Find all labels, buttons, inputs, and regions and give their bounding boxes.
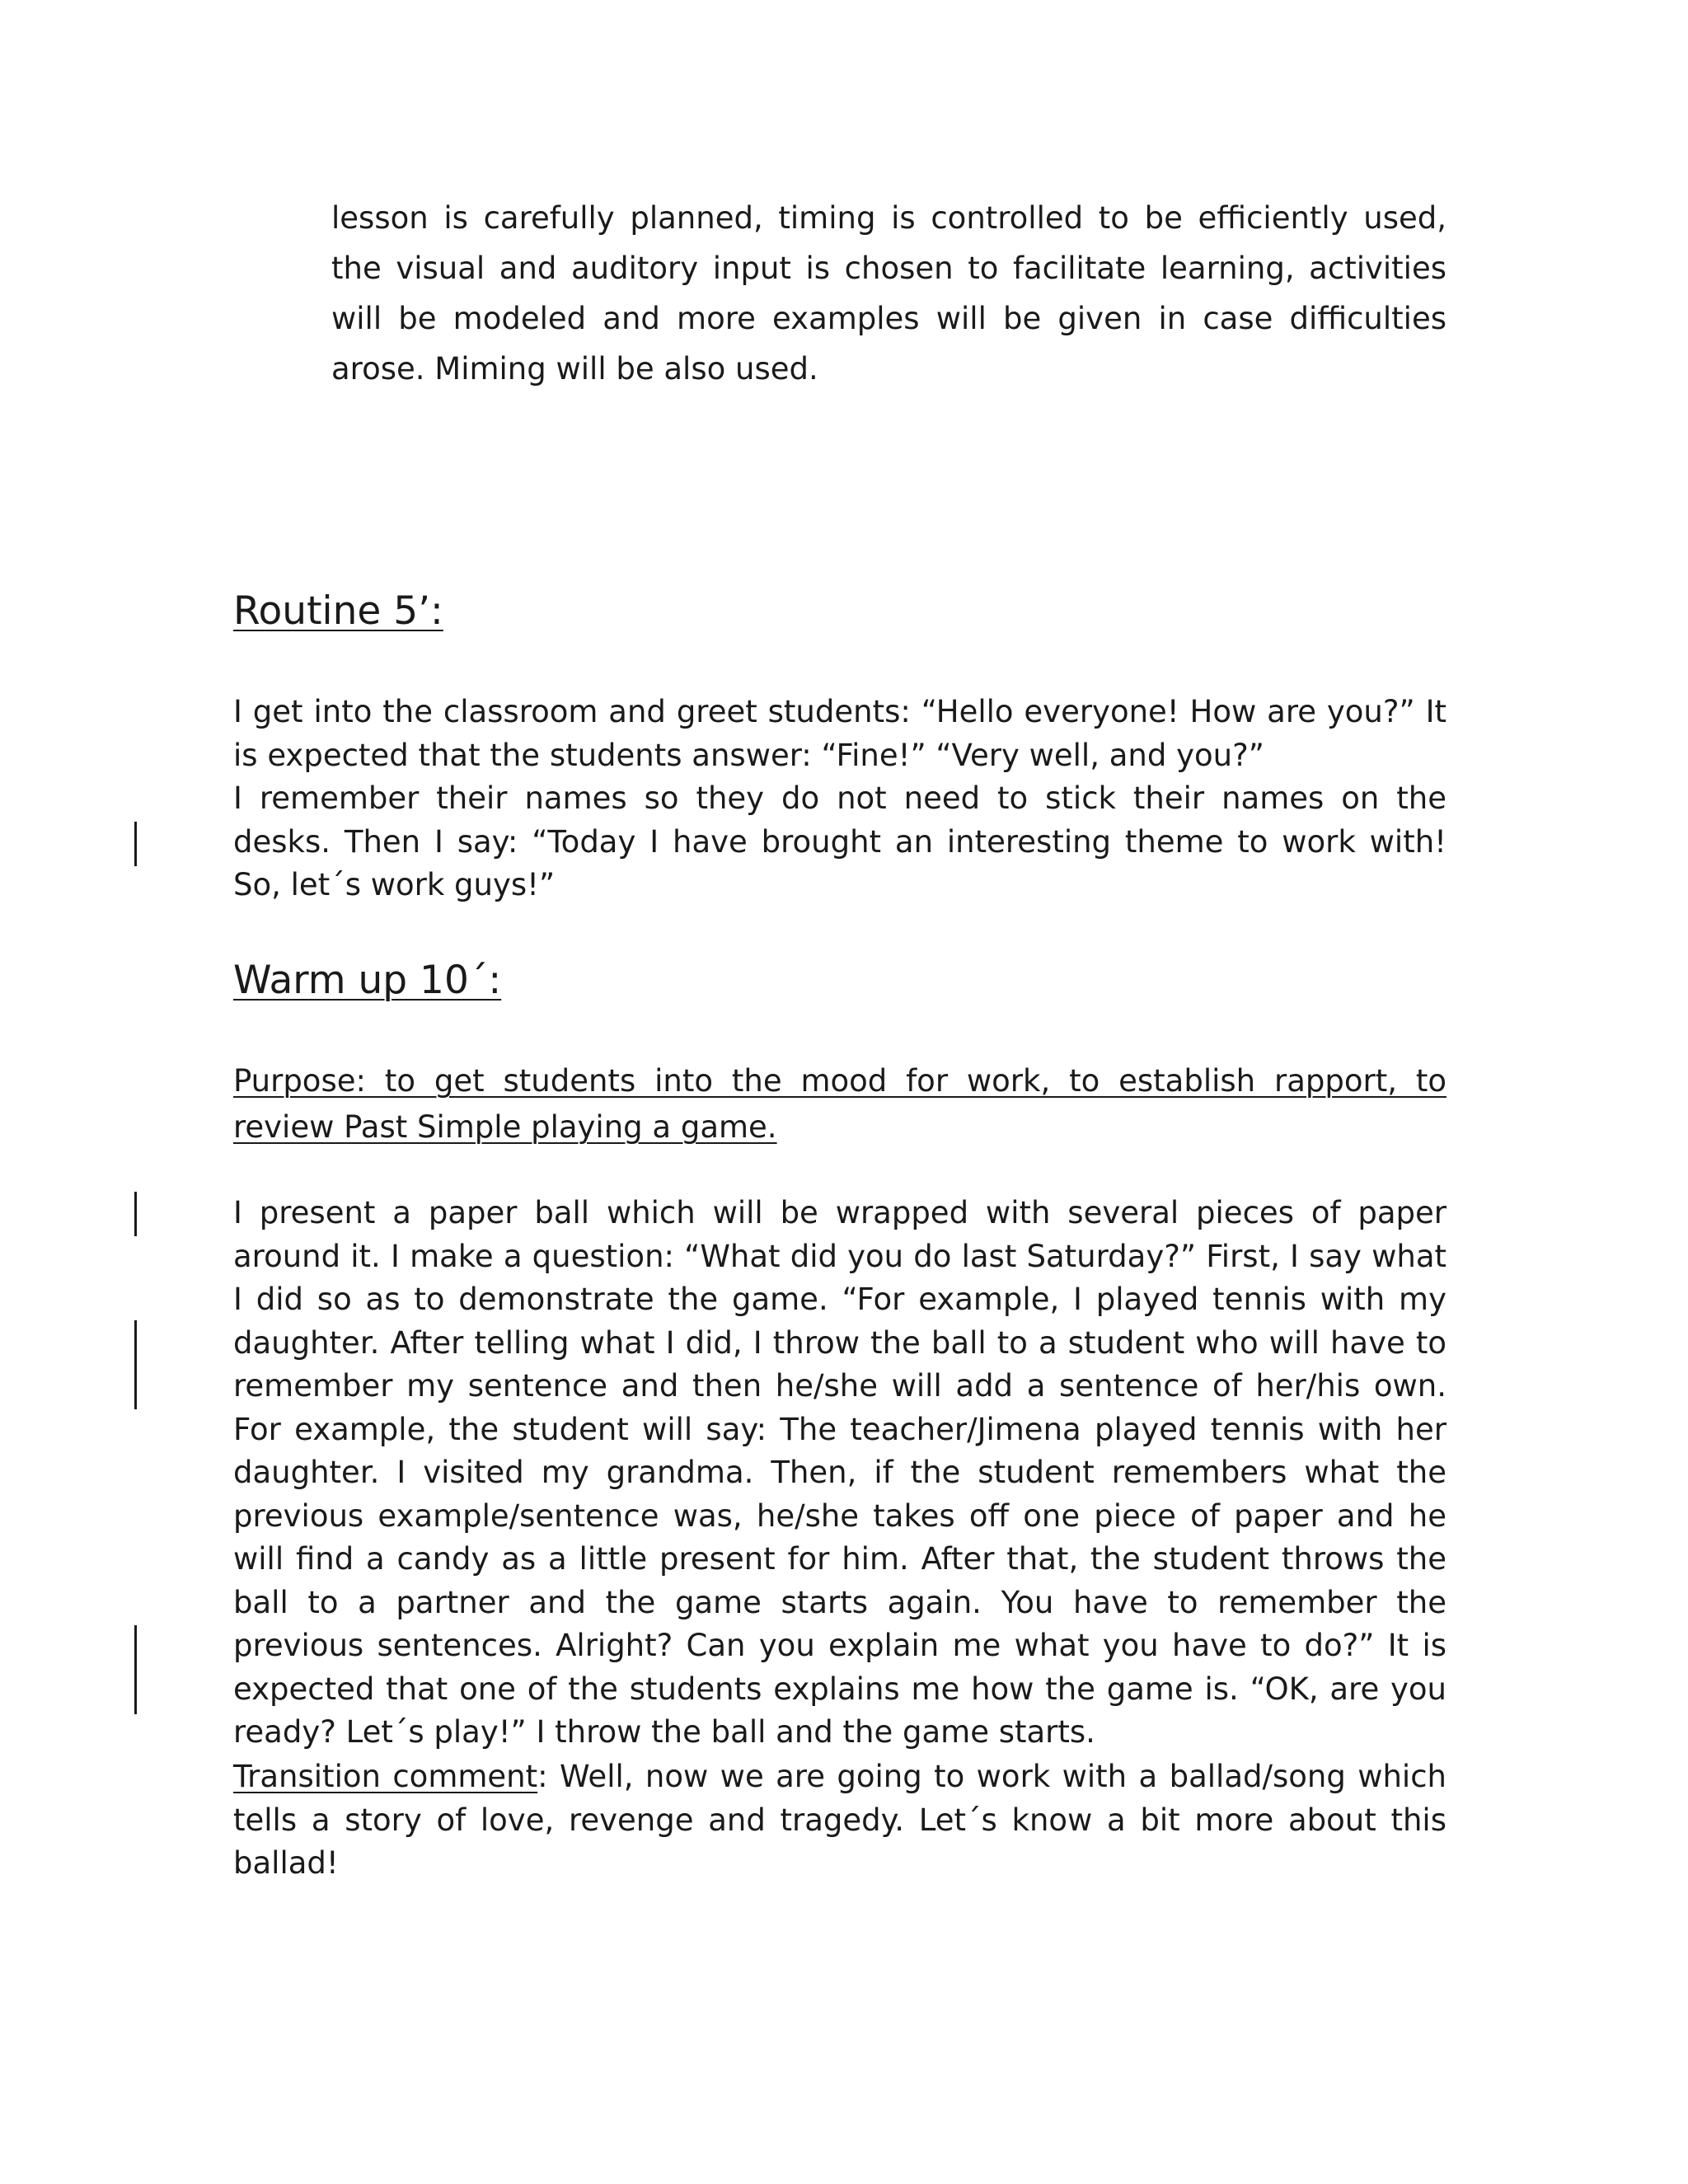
warmup-purpose: Purpose: to get students into the mood for work, to establish rapport, to review Past Simple playing a game.: [233, 1063, 1447, 1145]
routine-paragraph-1: I get into the classroom and greet students: “Hello everyone! How are you?” It is expected that the students answer: “Fine!” “Very well, and you?”: [233, 694, 1447, 773]
routine-paragraph-2: I remember their names so they do not need to stick their names on the desks. Then I say: “Today I have brought an interesting theme to work with! So, let´s work guys!”: [233, 780, 1447, 902]
change-bar: [134, 1192, 137, 1236]
change-bar: [134, 1625, 137, 1714]
routine-section: [233, 691, 1447, 907]
routine-heading: Routine 5’:: [233, 588, 443, 634]
change-bar: [134, 1320, 137, 1409]
intro-paragraph: lesson is carefully planned, timing is controlled to be efficiently used, the visual and auditory input is chosen to facilitate learning, activities will be modeled and more examples will be given in case difficulties arose. Miming will be also used.: [331, 200, 1447, 387]
warmup-body: I present a paper ball which will be wrapped with several pieces of paper around it. I make a question: “What did you do last Saturday?” First, I say what I did so as to demonstrate the game. “For example, I played tennis with my daughter. After telling what I did, I throw the ball to a student who will have to remember my sentence and then he/she will add a sentence of her/his own. For example, the student will say: The teacher/Jimena played tennis with her daughter. I visited my grandma. Then, if the student remembers what the previous example/sentence was, he/she takes off one piece of paper and he will find a candy as a little present for him. After that, the student throws the ball to a partner and the game starts again. You have to remember the previous sentences. Alright? Can you explain me what you have to do?” It is expected that one of the students explains me how the game is. “OK, are you ready? Let´s play!” I throw the ball and the game starts.: [233, 1195, 1447, 1750]
warmup-heading: Warm up 10´:: [233, 958, 502, 1003]
transition-label: Transition comment: [233, 1759, 538, 1794]
transition-text: : Well, now we are going to work with a ballad/song which tells a story of love, revenge and tragedy. Let´s know a bit more about this ballad!: [233, 1759, 1447, 1881]
change-bar: [134, 822, 137, 866]
transition-paragraph: [233, 1755, 1447, 1886]
